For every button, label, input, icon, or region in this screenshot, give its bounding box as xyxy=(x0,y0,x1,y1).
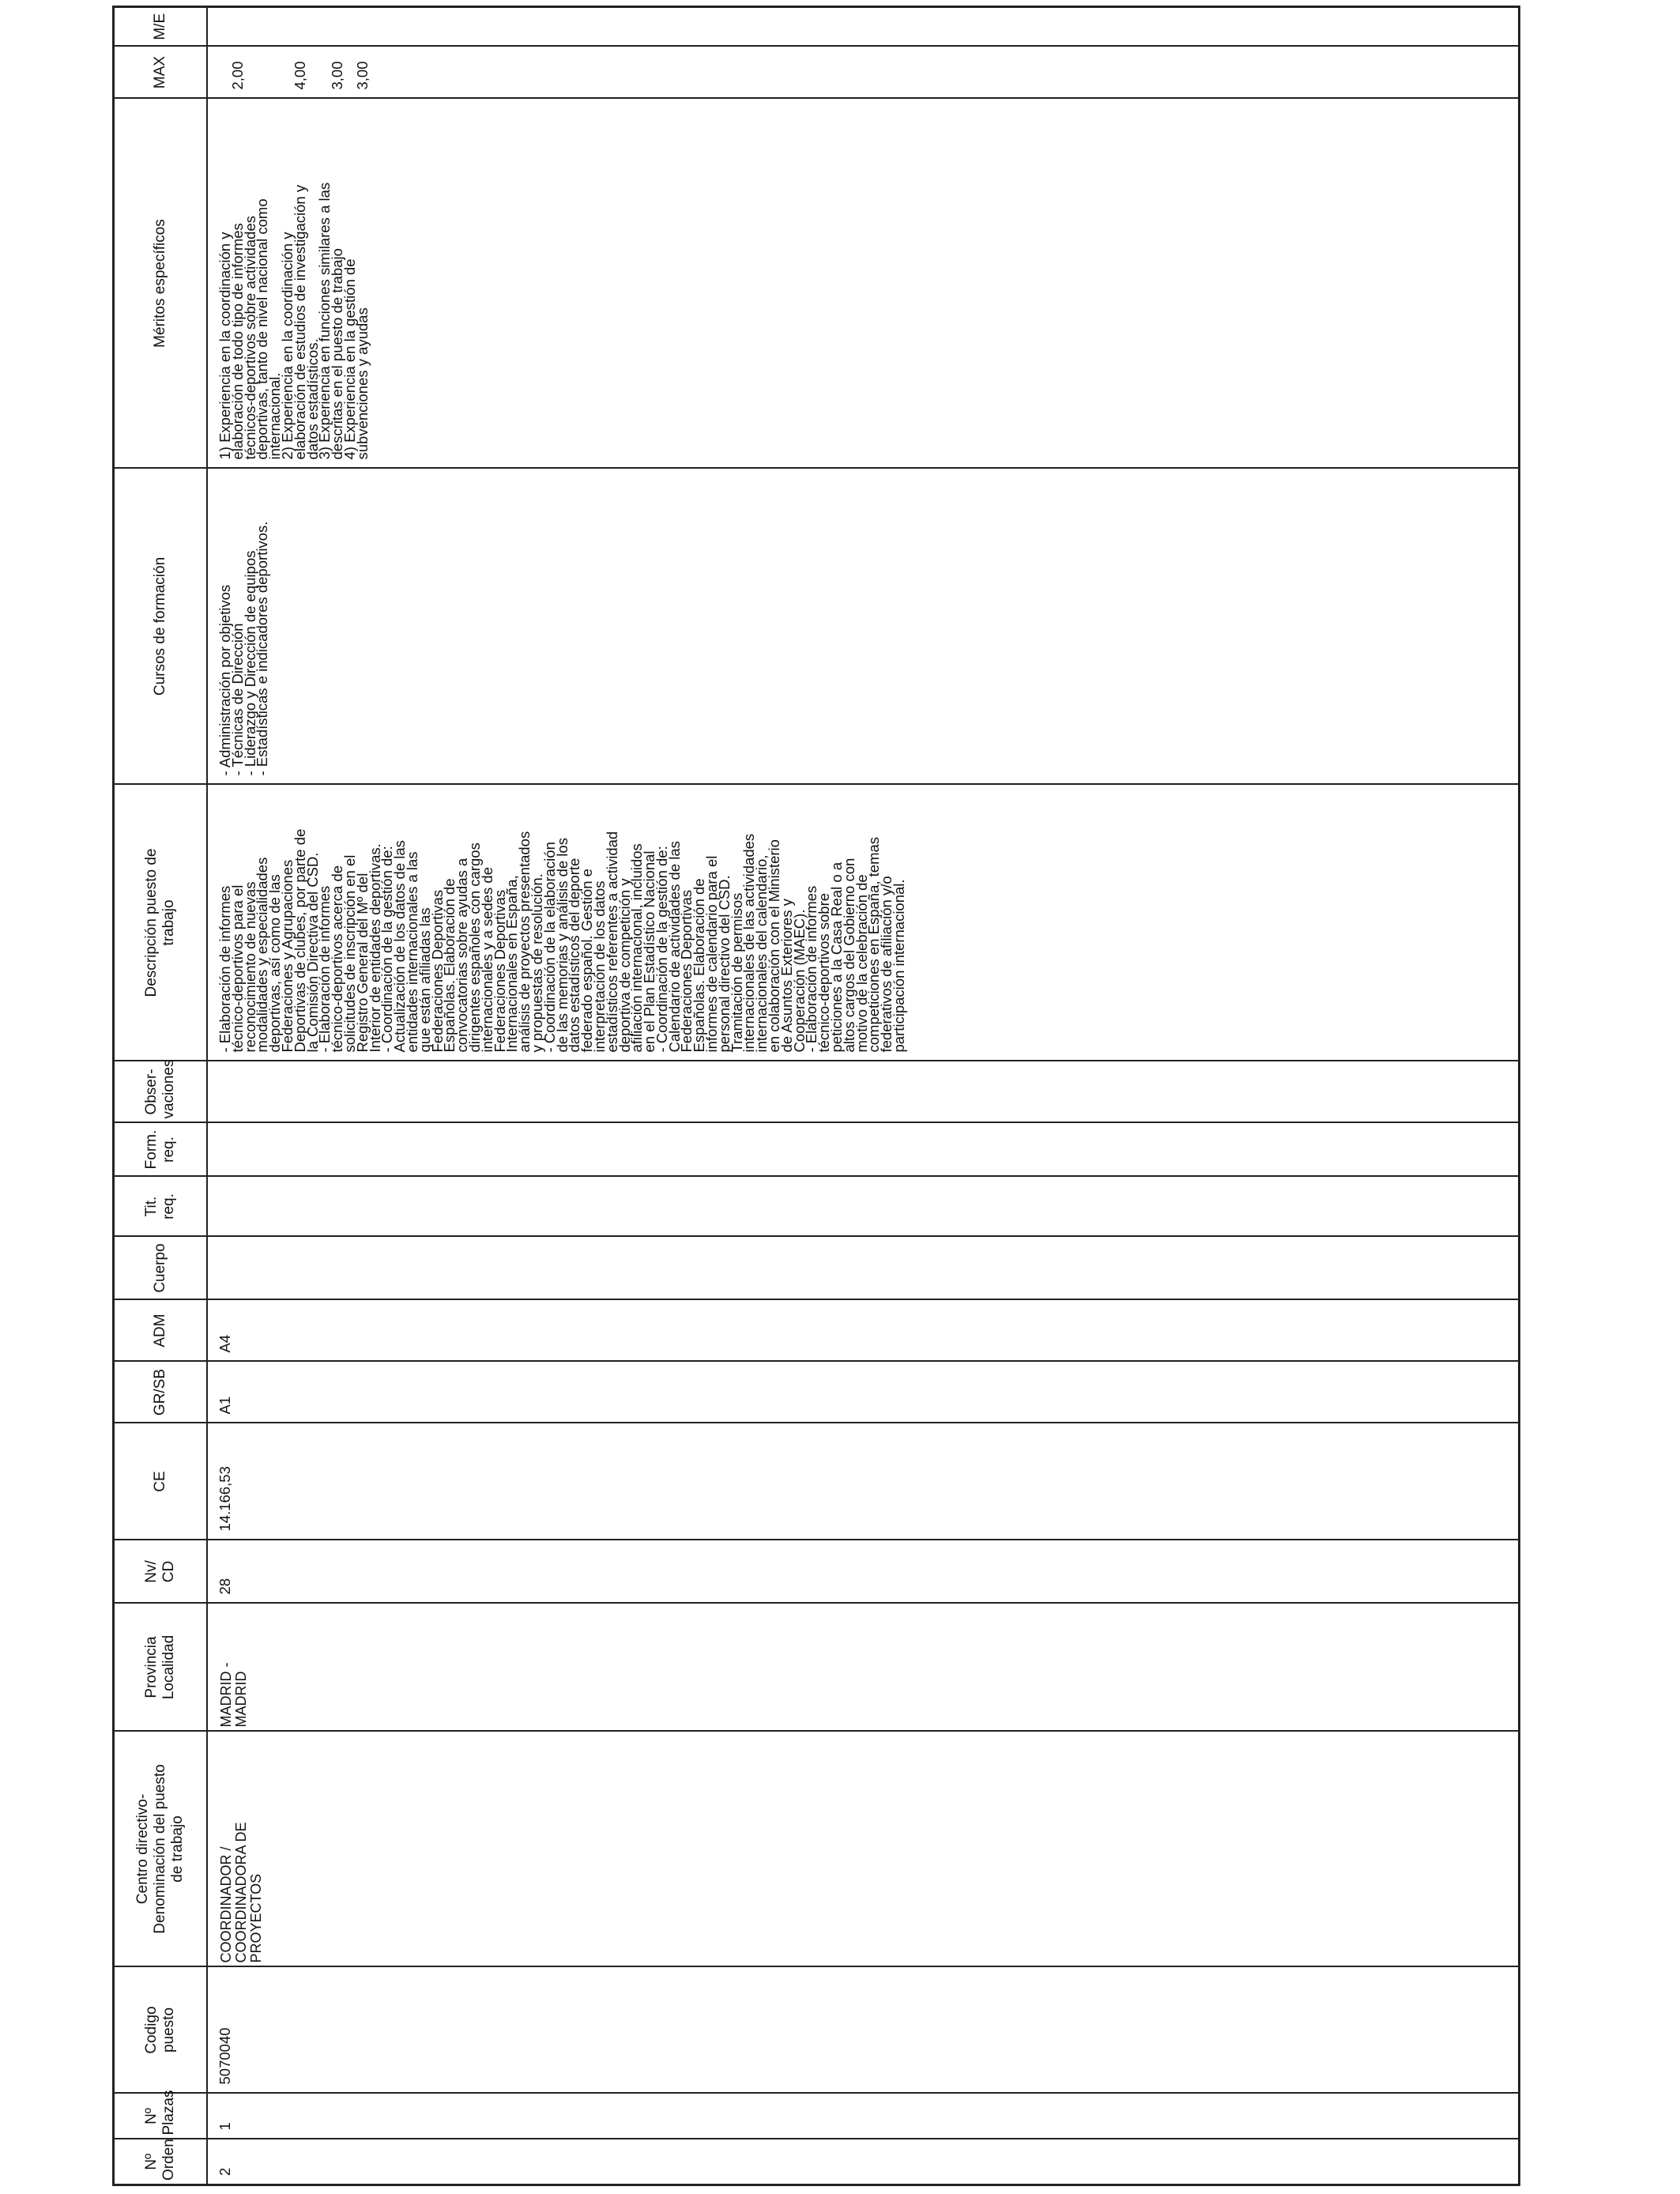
max-value: 4,00 xyxy=(291,61,308,90)
header-max: MAX xyxy=(114,47,208,99)
cell-descripcion: - Elaboración de informes técnico-deportivos para el reconocimiento de nuevas modalidades y especialidades deportivas, así como de las Federaciones y Agrupaciones Deportivas de clubes, por parte de la Comisión Directiva del CSD. - Elaboración de informes técnico-deportivos acerca de solicitudes de inscripción en el Registro General del Mº del Interior de entidades deportivas. - Coordinación de la gestión de: Actualización de los datos de las entidades internacionales a las que están afiliadas las Federaciones Deportivas Españolas. Elaboración de convocatorias sobre ayudas a dirigentes españoles con cargos internacionales y a sedes de Federaciones Deportivas Internacionales en España, análisis de proyectos presentados y propuestas de resolución. - Coordinación de la elaboración de las memorias y análisis de los datos estadísticos del deporte federado español. Gestión e interpretación de los datos estadísticos referentes a actividad deportiva de competición y afiliación internacional, incluidos en el Plan Estadístico Nacional - Coordinación de la gestión de: Calendario de actividades de las Federaciones Deportivas Españolas. Elaboración de informes de calendario para el personal directivo del CSD. Tramitación de permisos internacionales de las actividades internacionales del calendario, en colaboración con el Ministerio de Asuntos Exteriores y Cooperación (MAEC). - Elaboración de informes técnico-deportivos sobre peticiones a la Casa Real o a altos cargos del Gobierno con motivo de la celebración de competiciones en España, temas federativos de afiliación y/o participación internacional. xyxy=(207,785,1520,1061)
header-me: M/E xyxy=(114,7,208,47)
max-value: 2,00 xyxy=(228,61,246,90)
max-value: 3,00 xyxy=(353,61,371,90)
cell-me xyxy=(207,7,1520,47)
max-value xyxy=(269,51,281,90)
header-titreq: Tit. req. xyxy=(114,1177,208,1237)
cell-orden: 2 xyxy=(207,2139,1520,2185)
max-value xyxy=(307,51,319,90)
cell-formreq xyxy=(207,1123,1520,1177)
cell-ce: 14.166,53 xyxy=(207,1423,1520,1540)
header-nivel: Nv/ CD xyxy=(114,1540,208,1604)
puestos-table xyxy=(112,6,1520,2186)
header-adm: ADM xyxy=(114,1300,208,1362)
header-orden: Nº Orden xyxy=(114,2139,208,2185)
header-cuerpo: Cuerpo xyxy=(114,1237,208,1300)
header-observaciones: Obser- vaciones xyxy=(114,1061,208,1123)
header-descripcion: Descripción puesto de trabajo xyxy=(114,785,208,1061)
cell-nivel: 28 xyxy=(207,1540,1520,1604)
max-value: 3,00 xyxy=(329,61,346,90)
cell-codigo: 5070040 xyxy=(207,1967,1520,2094)
cell-centro: COORDINADOR / COORDINADORA DE PROYECTOS xyxy=(207,1732,1520,1967)
header-centro: Centro directivo- Denominación del puesto de trabajo xyxy=(114,1732,208,1967)
table-row xyxy=(207,7,1520,2185)
header-cursos: Cursos de formación xyxy=(114,469,208,785)
cell-grsb: A1 xyxy=(207,1362,1520,1423)
header-row xyxy=(114,7,208,2185)
cell-max xyxy=(207,47,1520,99)
max-value xyxy=(244,51,257,90)
cell-adm: A4 xyxy=(207,1300,1520,1362)
header-ce: CE xyxy=(114,1423,208,1540)
header-codigo: Codigo puesto xyxy=(114,1967,208,2094)
max-value xyxy=(256,51,269,90)
header-plazas: Nº Plazas xyxy=(114,2094,208,2139)
cell-cursos: - Administración por objetivos - Técnicas de Dirección - Liderazgo y Dirección de equipos - Estadísticas e indicadores deportivos. xyxy=(207,469,1520,785)
header-grsb: GR/SB xyxy=(114,1362,208,1423)
cell-cuerpo xyxy=(207,1237,1520,1300)
cell-meritos: 1) Experiencia en la coordinación y elaboración de todo tipo de informes técnicos-deportivos sobre actividades deportivas, tanto de nivel nacional como internacional. 2) Experiencia en la coordinación y elaboración de estudios de investigación y datos estadísticos. 3) Experiencia en funciones similares a las descritas en el puesto de trabajo 4) Experiencia en la gestión de subvenciones y ayudas xyxy=(207,99,1520,469)
header-formreq: Form. req. xyxy=(114,1123,208,1177)
header-provincia: Provincia Localidad xyxy=(114,1604,208,1732)
header-meritos: Méritos específicos xyxy=(114,99,208,469)
cell-observaciones xyxy=(207,1061,1520,1123)
cell-provincia: MADRID - MADRID xyxy=(207,1604,1520,1732)
cell-titreq xyxy=(207,1177,1520,1237)
cell-plazas: 1 xyxy=(207,2094,1520,2139)
